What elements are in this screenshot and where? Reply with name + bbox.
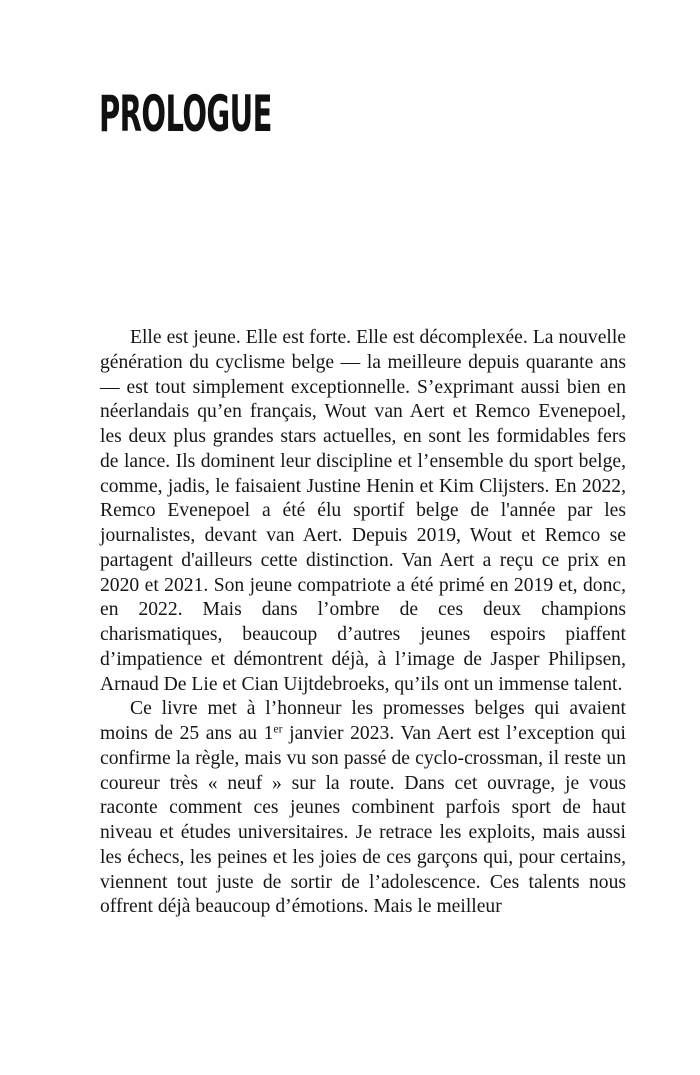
paragraph-2-start: Ce livre met à l’honneur les promesses belges qui avaient moins de 25 ans au 1	[100, 698, 626, 744]
ordinal-superscript: er	[273, 722, 283, 736]
paragraph-2	[100, 697, 626, 920]
paragraph-2-end: janvier 2023. Van Aert est l’exception qui confirme la règle, mais vu son passé de cyclo-crossman, il reste un coureur très « neuf » sur la route. Dans cet ouvrage, je vous raconte comment ces jeunes combinent parfois sport de haut niveau et études universitaires. Je retrace les exploits, mais aussi les échecs, les peines et les joies de ces garçons qui, pour certains, viennent tout juste de sortir de l’adolescence. Ces talents nous offrent déjà beaucoup d’émotions. Mais le meilleur	[100, 723, 626, 918]
chapter-title: PROLOGUE	[99, 85, 272, 143]
paragraph-1: Elle est jeune. Elle est forte. Elle est décomplexée. La nouvelle génération du cyclisme belge — la meilleure depuis quarante ans — est tout simplement exceptionnelle. S’exprimant aussi bien en néerlandais qu’en français, Wout van Aert et Remco Evenepoel, les deux plus grandes stars actuelles, en sont les formidables fers de lance. Ils dominent leur discipline et l’ensemble du sport belge, comme, jadis, le faisaient Justine Henin et Kim Clijsters. En 2022, Remco Evenepoel a été élu sportif belge de l'année par les journalistes, devant van Aert. Depuis 2019, Wout et Remco se partagent d'ailleurs cette distinction. Van Aert a reçu ce prix en 2020 et 2021. Son jeune compatriote a été primé en 2019 et, donc, en 2022. Mais dans l’ombre de ces deux champions charismatiques, beaucoup d’autres jeunes espoirs piaffent d’impatience et démontrent déjà, à l’image de Jasper Philipsen, Arnaud De Lie et Cian Uijtdebroeks, qu’ils ont un immense talent.	[100, 327, 626, 695]
body-text	[100, 326, 626, 920]
